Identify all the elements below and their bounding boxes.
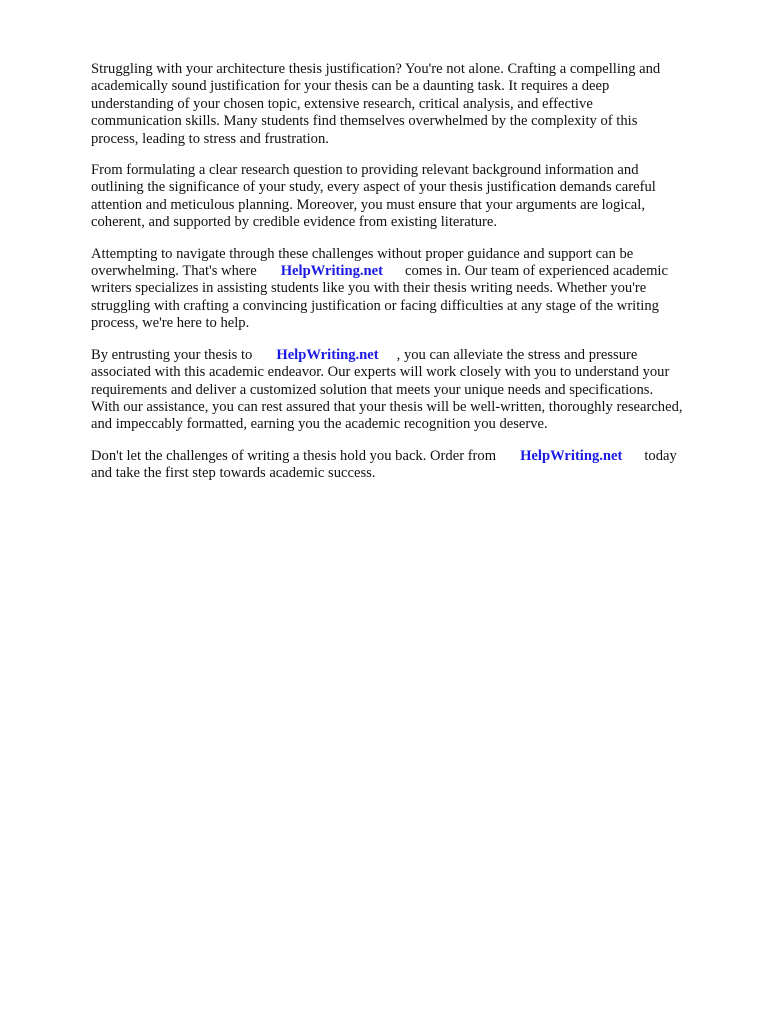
text-segment: Don't let the challenges of writing a thesis hold you back. Order from (91, 447, 497, 464)
helpwriting-link[interactable]: HelpWriting.net (520, 447, 623, 464)
paragraph-intro (91, 61, 731, 148)
text-line: struggling with crafting a convincing justification or facing difficulties at any stage of the writing (91, 297, 659, 314)
text-line-with-link (91, 448, 731, 465)
text-line: associated with this academic endeavor. Our experts will work closely with you to understand your (91, 364, 670, 381)
text-segment: overwhelming. That's where (91, 263, 257, 280)
text-line: requirements and deliver a customized solution that meets your unique needs and specifications. (91, 381, 654, 398)
paragraph-guidance (91, 246, 731, 333)
text-line: understanding of your chosen topic, extensive research, critical analysis, and effective (91, 95, 593, 112)
text-line: Attempting to navigate through these challenges without proper guidance and support can be (91, 245, 634, 262)
text-segment: , you can alleviate the stress and pressure (396, 346, 638, 363)
text-line: process, we're here to help. (91, 315, 250, 332)
text-line: attention and meticulous planning. Moreover, you must ensure that your arguments are logical, (91, 196, 645, 213)
text-segment: By entrusting your thesis to (91, 346, 253, 363)
text-line: and take the first step towards academic success. (91, 465, 376, 482)
text-segment: comes in. Our team of experienced academic (404, 263, 668, 280)
paragraph-call-to-action (91, 448, 731, 483)
text-line: writers specializes in assisting students like you with their thesis writing needs. Whether you're (91, 280, 647, 297)
helpwriting-link[interactable]: HelpWriting.net (276, 346, 379, 363)
paragraph-research (91, 162, 731, 232)
text-line: Struggling with your architecture thesis justification? You're not alone. Crafting a compelling and (91, 61, 661, 77)
text-line: academically sound justification for your thesis can be a daunting task. It requires a deep (91, 78, 610, 95)
text-line: communication skills. Many students find themselves overwhelmed by the complexity of this (91, 113, 638, 130)
text-line-with-link (91, 347, 731, 364)
text-line: process, leading to stress and frustration. (91, 130, 329, 147)
text-line: With our assistance, you can rest assured that your thesis will be well-written, thoroughly researched, (91, 398, 683, 415)
text-line: and impeccably formatted, earning you the academic recognition you deserve. (91, 416, 548, 433)
text-segment: today (644, 447, 677, 464)
paragraph-entrusting (91, 347, 731, 434)
text-line: outlining the significance of your study, every aspect of your thesis justification demands careful (91, 179, 656, 196)
text-line: coherent, and supported by credible evidence from existing literature. (91, 214, 498, 231)
document-body (91, 61, 731, 497)
text-line-with-link (91, 263, 731, 280)
text-line: From formulating a clear research question to providing relevant background information and (91, 162, 639, 179)
helpwriting-link[interactable]: HelpWriting.net (280, 263, 383, 280)
